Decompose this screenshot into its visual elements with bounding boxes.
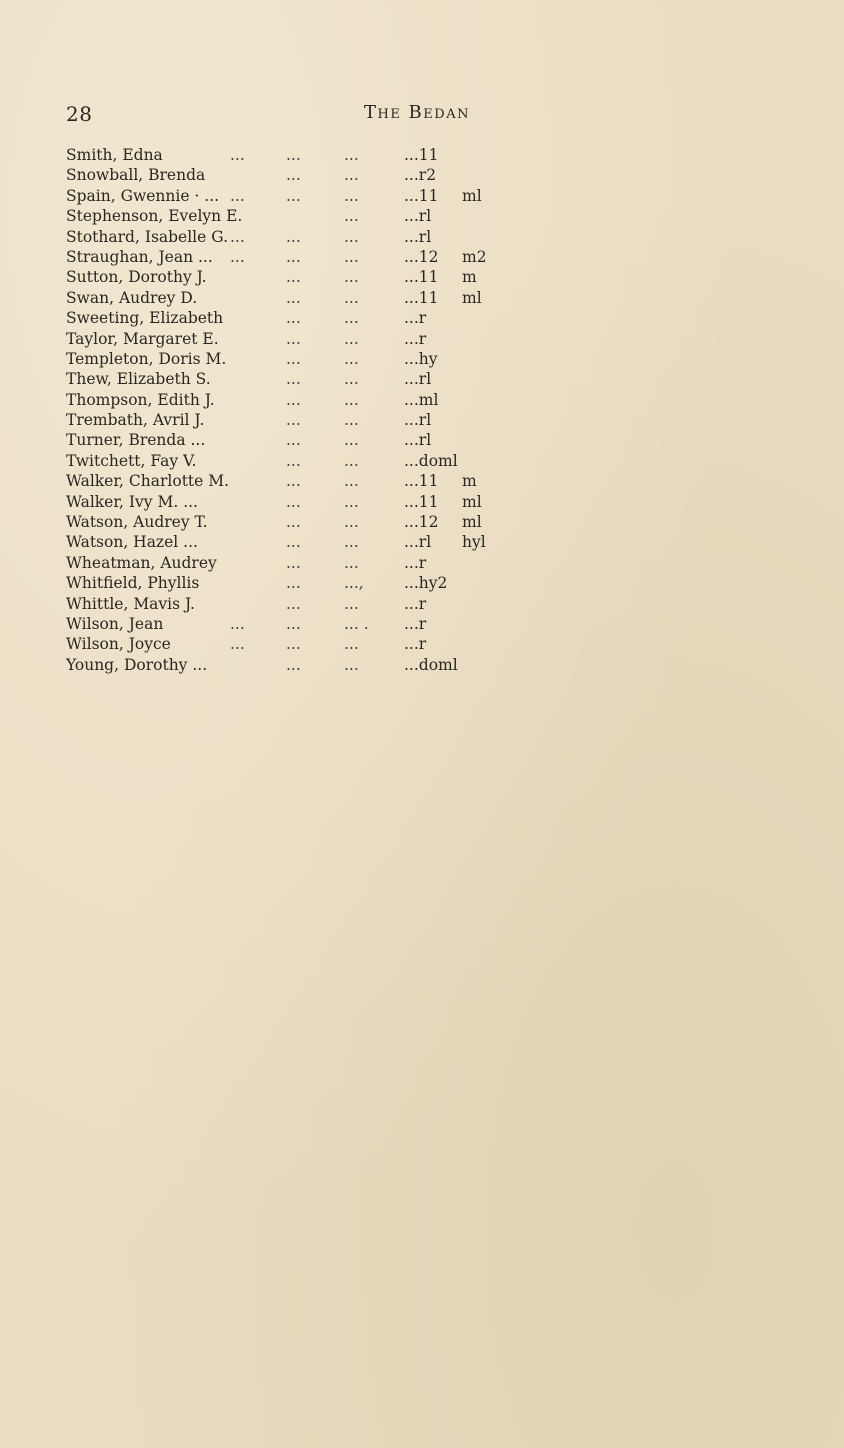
entry-code: ...r xyxy=(404,553,427,572)
list-item xyxy=(66,533,526,553)
entry-name: Templeton, Doris M. xyxy=(66,349,227,368)
list-item xyxy=(66,615,526,635)
leader-dots: ... xyxy=(286,451,301,470)
list-item xyxy=(66,166,526,186)
leader-dots: ... xyxy=(286,594,301,613)
leader-dots: ... xyxy=(286,166,301,185)
leader-dots: ... xyxy=(344,594,359,613)
list-item xyxy=(66,574,526,594)
list-item xyxy=(66,330,526,350)
entry-name: Snowball, Brenda xyxy=(66,166,206,185)
entry-name: Smith, Edna xyxy=(66,146,163,164)
page-number: 28 xyxy=(66,102,93,126)
entry-name: Straughan, Jean ... xyxy=(66,247,213,266)
entry-name: Whitfield, Phyllis xyxy=(66,574,200,593)
list-item xyxy=(66,411,526,431)
entry-name: Walker, Charlotte M. xyxy=(66,472,230,491)
list-item xyxy=(66,268,526,288)
list-item xyxy=(66,656,526,676)
entry-code: ...11 xyxy=(404,472,439,491)
leader-dots: ... xyxy=(344,227,359,246)
entry-code: ...hy2 xyxy=(404,574,448,593)
leader-dots: ... xyxy=(286,268,301,287)
entry-code: ...rl xyxy=(404,533,432,552)
entry-code-secondary: hyl xyxy=(462,533,486,552)
entry-name: Thew, Elizabeth S. xyxy=(66,370,211,389)
leader-dots: ... xyxy=(344,370,359,389)
entry-code: ...r xyxy=(404,594,427,613)
entry-name: Taylor, Margaret E. xyxy=(66,329,219,348)
entry-name: Twitchett, Fay V. xyxy=(66,451,197,470)
running-head: The Bedan xyxy=(364,102,470,123)
list-item xyxy=(66,289,526,309)
entry-code: ...r xyxy=(404,309,427,328)
entry-name: Wilson, Joyce xyxy=(66,635,171,654)
entry-code: ...r xyxy=(404,329,427,348)
list-item xyxy=(66,370,526,390)
list-item xyxy=(66,493,526,513)
entry-name: Stephenson, Evelyn E. xyxy=(66,207,243,226)
list-item xyxy=(66,595,526,615)
leader-dots: ... xyxy=(286,390,301,409)
leader-dots: ... xyxy=(344,513,359,532)
leader-dots: ... xyxy=(286,349,301,368)
list-item xyxy=(66,309,526,329)
leader-dots: ... xyxy=(286,553,301,572)
leader-dots: ... xyxy=(344,329,359,348)
entry-code-secondary: ml xyxy=(462,186,482,205)
list-item xyxy=(66,146,526,166)
entry-name: Whittle, Mavis J. xyxy=(66,594,195,613)
leader-dots: ... xyxy=(286,574,301,593)
entry-code: ...rl xyxy=(404,227,432,246)
entry-name: Sweeting, Elizabeth xyxy=(66,309,224,328)
leader-dots: ... xyxy=(344,349,359,368)
leader-dots: ... xyxy=(344,533,359,552)
leader-dots: ... xyxy=(286,472,301,491)
entry-name: Young, Dorothy ... xyxy=(66,655,208,674)
leader-dots: ..., xyxy=(344,574,364,593)
leader-dots: ... xyxy=(344,411,359,430)
leader-dots: ... xyxy=(344,247,359,266)
leader-dots: ... xyxy=(286,146,301,164)
entry-code-secondary: ml xyxy=(462,288,482,307)
entry-name: Watson, Audrey T. xyxy=(66,513,208,532)
leader-dots: ... xyxy=(230,614,245,633)
leader-dots: ... xyxy=(286,492,301,511)
entry-name: Walker, Ivy M. ... xyxy=(66,492,198,511)
list-item xyxy=(66,187,526,207)
leader-dots: ... xyxy=(344,390,359,409)
list-item xyxy=(66,228,526,248)
leader-dots: ... xyxy=(286,411,301,430)
leader-dots: ... xyxy=(344,431,359,450)
entry-code: ...12 xyxy=(404,247,439,266)
entry-code: ...12 xyxy=(404,513,439,532)
list-item xyxy=(66,554,526,574)
leader-dots: ... xyxy=(344,268,359,287)
entry-code-secondary: ml xyxy=(462,492,482,511)
leader-dots: ... xyxy=(344,451,359,470)
entry-name: Watson, Hazel ... xyxy=(66,533,198,552)
entry-name: Sutton, Dorothy J. xyxy=(66,268,207,287)
entry-name: Thompson, Edith J. xyxy=(66,390,215,409)
leader-dots: ... xyxy=(286,288,301,307)
leader-dots: ... xyxy=(230,635,245,654)
leader-dots: ... xyxy=(286,309,301,328)
leader-dots: ... xyxy=(230,247,245,266)
leader-dots: ... xyxy=(286,370,301,389)
leader-dots: ... xyxy=(344,186,359,205)
entry-code-secondary: m xyxy=(462,268,477,287)
entry-code: ...11 xyxy=(404,492,439,511)
leader-dots: ... xyxy=(286,431,301,450)
leader-dots: ... xyxy=(286,614,301,633)
leader-dots: ... xyxy=(344,288,359,307)
entry-code: ...11 xyxy=(404,268,439,287)
entry-code-secondary: m2 xyxy=(462,247,487,266)
leader-dots: ... xyxy=(286,655,301,674)
leader-dots: ... xyxy=(286,227,301,246)
leader-dots: ... xyxy=(230,227,245,246)
entry-code: ...11 xyxy=(404,288,439,307)
entry-code: ...11 xyxy=(404,146,439,164)
entry-list xyxy=(66,146,526,676)
entry-code: ...hy xyxy=(404,349,438,368)
entry-code-secondary: m xyxy=(462,472,477,491)
entry-code: ...doml xyxy=(404,451,458,470)
list-item xyxy=(66,391,526,411)
entry-name: Swan, Audrey D. xyxy=(66,288,198,307)
entry-code-secondary: ml xyxy=(462,513,482,532)
entry-code: ...11 xyxy=(404,186,439,205)
entry-code: ...doml xyxy=(404,655,458,674)
leader-dots: ... xyxy=(344,553,359,572)
leader-dots: ... xyxy=(344,309,359,328)
leader-dots: ... xyxy=(344,207,359,226)
leader-dots: ... xyxy=(286,533,301,552)
entry-name: Wheatman, Audrey xyxy=(66,553,217,572)
leader-dots: ... xyxy=(286,513,301,532)
entry-code: ...r xyxy=(404,614,427,633)
leader-dots: ... xyxy=(230,146,245,164)
entry-name: Stothard, Isabelle G. xyxy=(66,227,229,246)
leader-dots: ... . xyxy=(344,614,369,633)
leader-dots: ... xyxy=(344,166,359,185)
entry-code: ...r xyxy=(404,635,427,654)
leader-dots: ... xyxy=(344,492,359,511)
list-item xyxy=(66,431,526,451)
entry-name: Wilson, Jean xyxy=(66,614,164,633)
list-item xyxy=(66,513,526,533)
list-item xyxy=(66,635,526,655)
leader-dots: ... xyxy=(286,635,301,654)
entry-name: Trembath, Avril J. xyxy=(66,411,205,430)
leader-dots: ... xyxy=(344,472,359,491)
leader-dots: ... xyxy=(286,329,301,348)
list-item xyxy=(66,248,526,268)
entry-code: ...rl xyxy=(404,207,432,226)
list-item xyxy=(66,472,526,492)
leader-dots: ... xyxy=(344,146,359,164)
leader-dots: ... xyxy=(344,655,359,674)
entry-code: ...rl xyxy=(404,370,432,389)
entry-code: ...ml xyxy=(404,390,439,409)
entry-name: Turner, Brenda ... xyxy=(66,431,206,450)
list-item xyxy=(66,350,526,370)
entry-name: Spain, Gwennie · ... xyxy=(66,186,220,205)
leader-dots: ... xyxy=(230,186,245,205)
list-item xyxy=(66,452,526,472)
list-item xyxy=(66,207,526,227)
entry-code: ...r2 xyxy=(404,166,437,185)
leader-dots: ... xyxy=(344,635,359,654)
entry-code: ...rl xyxy=(404,411,432,430)
leader-dots: ... xyxy=(286,186,301,205)
leader-dots: ... xyxy=(286,247,301,266)
entry-code: ...rl xyxy=(404,431,432,450)
